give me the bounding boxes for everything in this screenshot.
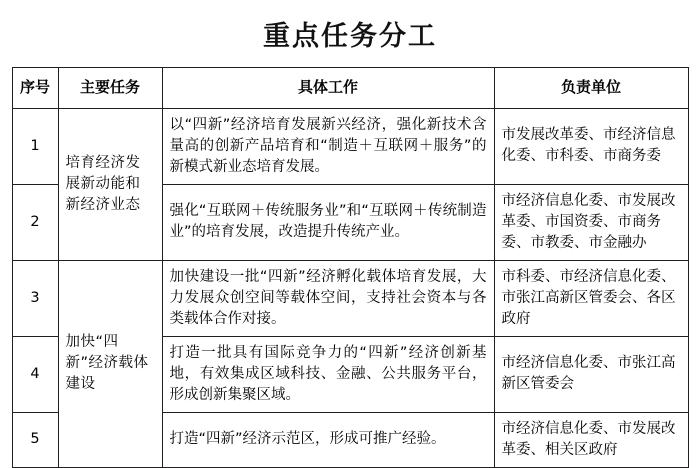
table-body [12,108,688,467]
cell-seq: 3 [12,260,58,336]
cell-unit: 市经济信息化委、市发展改革委、市国资委、市商务委、市教委、市金融办 [494,184,688,260]
table-header-row [12,68,688,109]
cell-unit: 市发展改革委、市经济信息化委、市科委、市商务委 [494,108,688,184]
cell-unit: 市经济信息化委、市张江高新区管委会 [494,336,688,412]
table-row [12,108,688,184]
cell-unit: 市科委、市经济信息化委、市张江高新区管委会、各区政府 [494,260,688,336]
cell-seq: 4 [12,336,58,412]
column-header-seq: 序号 [12,68,58,109]
cell-seq: 5 [12,412,58,467]
cell-work: 加快建设一批“四新”经济孵化载体培育发展，大力发展众创空间等载体空间，支持社会资本与各类载体合作对接。 [162,260,494,336]
cell-seq: 1 [12,108,58,184]
table-row [12,260,688,336]
cell-work: 打造“四新”经济示范区，形成可推广经验。 [162,412,494,467]
cell-work: 以“四新”经济培育发展新兴经济，强化新技术含量高的创新产品培育和“制造＋互联网＋服务”的新模式新业态培育发展。 [162,108,494,184]
page-title: 重点任务分工 [263,21,437,52]
column-header-unit: 负责单位 [494,68,688,109]
cell-seq: 2 [12,184,58,260]
column-header-main-task: 主要任务 [58,68,162,109]
cell-main-task: 培育经济发展新动能和新经济业态 [58,108,162,260]
cell-unit: 市经济信息化委、市发展改革委、相关区政府 [494,412,688,467]
table-header [12,68,688,109]
column-header-work: 具体工作 [162,68,494,109]
cell-work: 强化“互联网＋传统服务业”和“互联网＋传统制造业”的培育发展，改造提升传统产业。 [162,184,494,260]
cell-work: 打造一批具有国际竞争力的“四新”经济创新基地，有效集成区域科技、金融、公共服务平台，形成创新集聚区域。 [162,336,494,412]
cell-main-task: 加快“四新”经济载体建设 [58,260,162,467]
task-assignment-table [12,67,689,468]
